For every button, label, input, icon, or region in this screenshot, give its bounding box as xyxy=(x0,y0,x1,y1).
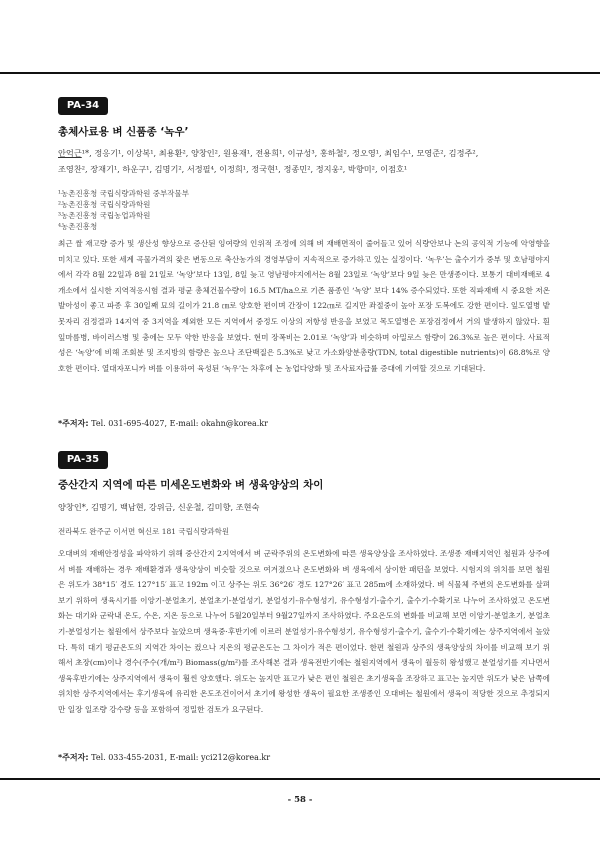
affiliation: ³농촌진흥청 국립농업과학원 xyxy=(58,211,151,220)
abstract-title: 총체사료용 벼 신품종 ‘녹우’ xyxy=(58,126,189,138)
contact-label: *주저자: xyxy=(58,419,89,428)
presenting-author: 안억근 xyxy=(58,148,82,158)
bottom-rule xyxy=(0,778,600,780)
abstract-body: 최근 쌀 재고량 증가 및 생산성 향상으로 증산된 잉여량의 인위적 조정에 의해 벼 재배면적이 줄어들고 있어 식량안보나 논의 공익적 기능에 악영향을 미치고 있다. 또한 세계 곡물가격의 잦은 변동으로 축산농가의 경영부담이 지속적으로 증가하고 있는 실정이다. ‘녹우’는 출수기가 중부 및 호남평야지에서 각각 8월 22일과 8월 21일로 ‘녹양’보다 13일, 8일 늦고 영남평야지에서는 8월 23일로 ‘녹양’보다 9일 늦은 만생종이다. 보통기 대비재배로 4개소에서 실시한 지역적응시험 결과 평균 총체건물수량이 16.5 MT/ha으로 기존 품종인 ‘녹양’ 보다 14% 증수되었다. 또한 직파재배 시 중요한 저온발아성이 좋고 파종 후 30일째 묘의 길이가 21.8 ㎝로 양호한 편이며 간장이 122㎝로 길지만 좌절중이 높아 포장 도복에도 강한 편이다. 잎도열병 밭못자리 검정결과 14지역 중 3지역을 제외한 모든 지역에서 중정도 이상의 저항성 반응을 보였고 목도열병은 포장검정에서 거의 발생하지 않았다. 흰잎마름병, 바이러스병 및 충에는 모두 약한 반응을 보였다. 현미 장폭비는 2.01로 ‘녹양’과 비슷하며 아밀로스 함량이 26.3%로 높은 편이다. 사료적성은 ‘녹양’에 비해 조회분 및 조지방의 함량은 높으나 조단백질은 5.3%로 낮고 가소화양분총량(TDN, total digestible nutrients)이 68.8%로 양호한 편이다. 열대자포니카 벼를 이용하여 육성된 ‘녹우’는 차후에 논 농업다양화 및 조사료자급률 증대에 기여할 것으로 기대된다. xyxy=(58,239,550,373)
author-list xyxy=(58,145,548,177)
contact-details: Tel. 033-455-2031, E-mail: yci212@korea.kr xyxy=(91,753,271,762)
contact-label: *주저자: xyxy=(58,753,89,762)
contact-info xyxy=(58,752,548,763)
abstract-id-badge: PA-34 xyxy=(58,97,108,115)
affiliation-list xyxy=(58,526,548,537)
affiliation: 전라북도 완주군 이서면 혁신로 181 국립식량과학원 xyxy=(58,527,230,536)
abstract-id-badge: PA-35 xyxy=(58,451,108,469)
affiliation: ²농촌진흥청 국립식량과학원 xyxy=(58,200,151,209)
author-list xyxy=(58,499,548,515)
contact-details: Tel. 031-695-4027, E-mail: okahn@korea.kr xyxy=(91,419,268,428)
author-names: 양창인*, 김명기, 백남현, 강위금, 신운철, 김미향, 조현숙 xyxy=(58,502,260,512)
author-names: ¹*, 정응기¹, 이상복¹, 최용환², 양창인², 원용재¹, 전용희¹, 이규성³, 홍하철², 정오영¹, 최임수¹, 모영준², 김정주², xyxy=(81,148,479,158)
affiliation: ⁴농촌진흥청 xyxy=(58,222,98,231)
author-line xyxy=(58,499,548,515)
top-rule xyxy=(0,72,600,74)
affiliation-list xyxy=(58,188,548,232)
page-number: - 58 - xyxy=(287,795,313,805)
abstract-body: 오대벼의 재배안정성을 파악하기 위해 중산간지 2지역에서 벼 군락주위의 온도변화에 따른 생육양상을 조사하였다. 조생종 재배지역인 철원과 상주에서 벼를 재배하는 경우 재배환경과 생육양상이 비슷할 것으로 여겨졌으나 온도변화와 벼 생육에서 상이한 패턴을 보였다. 시험지의 위치를 보면 철원은 위도가 38°15′ 경도 127°15′ 표고 192m 이고 상주는 위도 36°26′ 경도 127°26′ 표고 285m에 소재하였다. 벼 식물체 주변의 온도변화를 살펴보기 위하여 생육시기를 이앙기-분얼초기, 분얼초기-분얼성기, 분얼성기-유수형성기, 유수형성기-출수기, 출수기-수확기로 나누어 조사하였고 온도변화는 대기와 군락내 온도, 수온, 지온 등으로 나누어 5월20일부터 9월27일까지 조사하였다. 주요온도의 변화를 비교해 보면 이앙기-분얼초기, 분얼초기-분얼성기는 철원에서 상주보다 높았으며 생육중·후반기에 이르러 분얼성기-유수형성기, 유수형성기-출수기, 출수기-수확기에는 상주지역에서 높았다. 특히 대기 평균온도의 지역간 차이는 컸으나 지온의 평균온도는 그 차이가 적은 편이었다. 한편 철원과 상주의 생육양상의 차이를 비교해 보기 위해서 초장(cm)이나 경수(주수(개/m²) Biomass(g/m²)를 조사해본 결과 생육전반기에는 철원지역에서 생육이 월등히 왕성했고 분얼성기를 지나면서 생육후반기에는 상주지역에서 생육이 훨씬 양호했다. 위도는 높지만 표고가 낮은 편인 철원은 초기생육을 조장하고 표고는 높지만 위도가 낮은 남쪽에 위치한 상주지역에서는 후기생육에 유리한 온도조건이어서 초기에 왕성한 생육이 필요한 조생종인 오대벼는 철원에서 생육이 적당한 것으로 추정되지만 일장 일조량 강수량 등을 포함하여 정밀한 검토가 요구된다. xyxy=(58,549,550,714)
contact-info xyxy=(58,418,548,429)
author-line xyxy=(58,145,548,161)
affiliation: ¹농촌진흥청 국립식량과학원 중부작물부 xyxy=(58,189,189,198)
author-line: 조영찬², 장재기¹, 하운구¹, 김명기², 서정필⁴, 이정희¹, 정국현¹, 정종민², 정지웅², 박향미², 이점호¹ xyxy=(58,164,408,174)
abstract-title: 중산간지 지역에 따른 미세온도변화와 벼 생육양상의 차이 xyxy=(58,479,324,491)
